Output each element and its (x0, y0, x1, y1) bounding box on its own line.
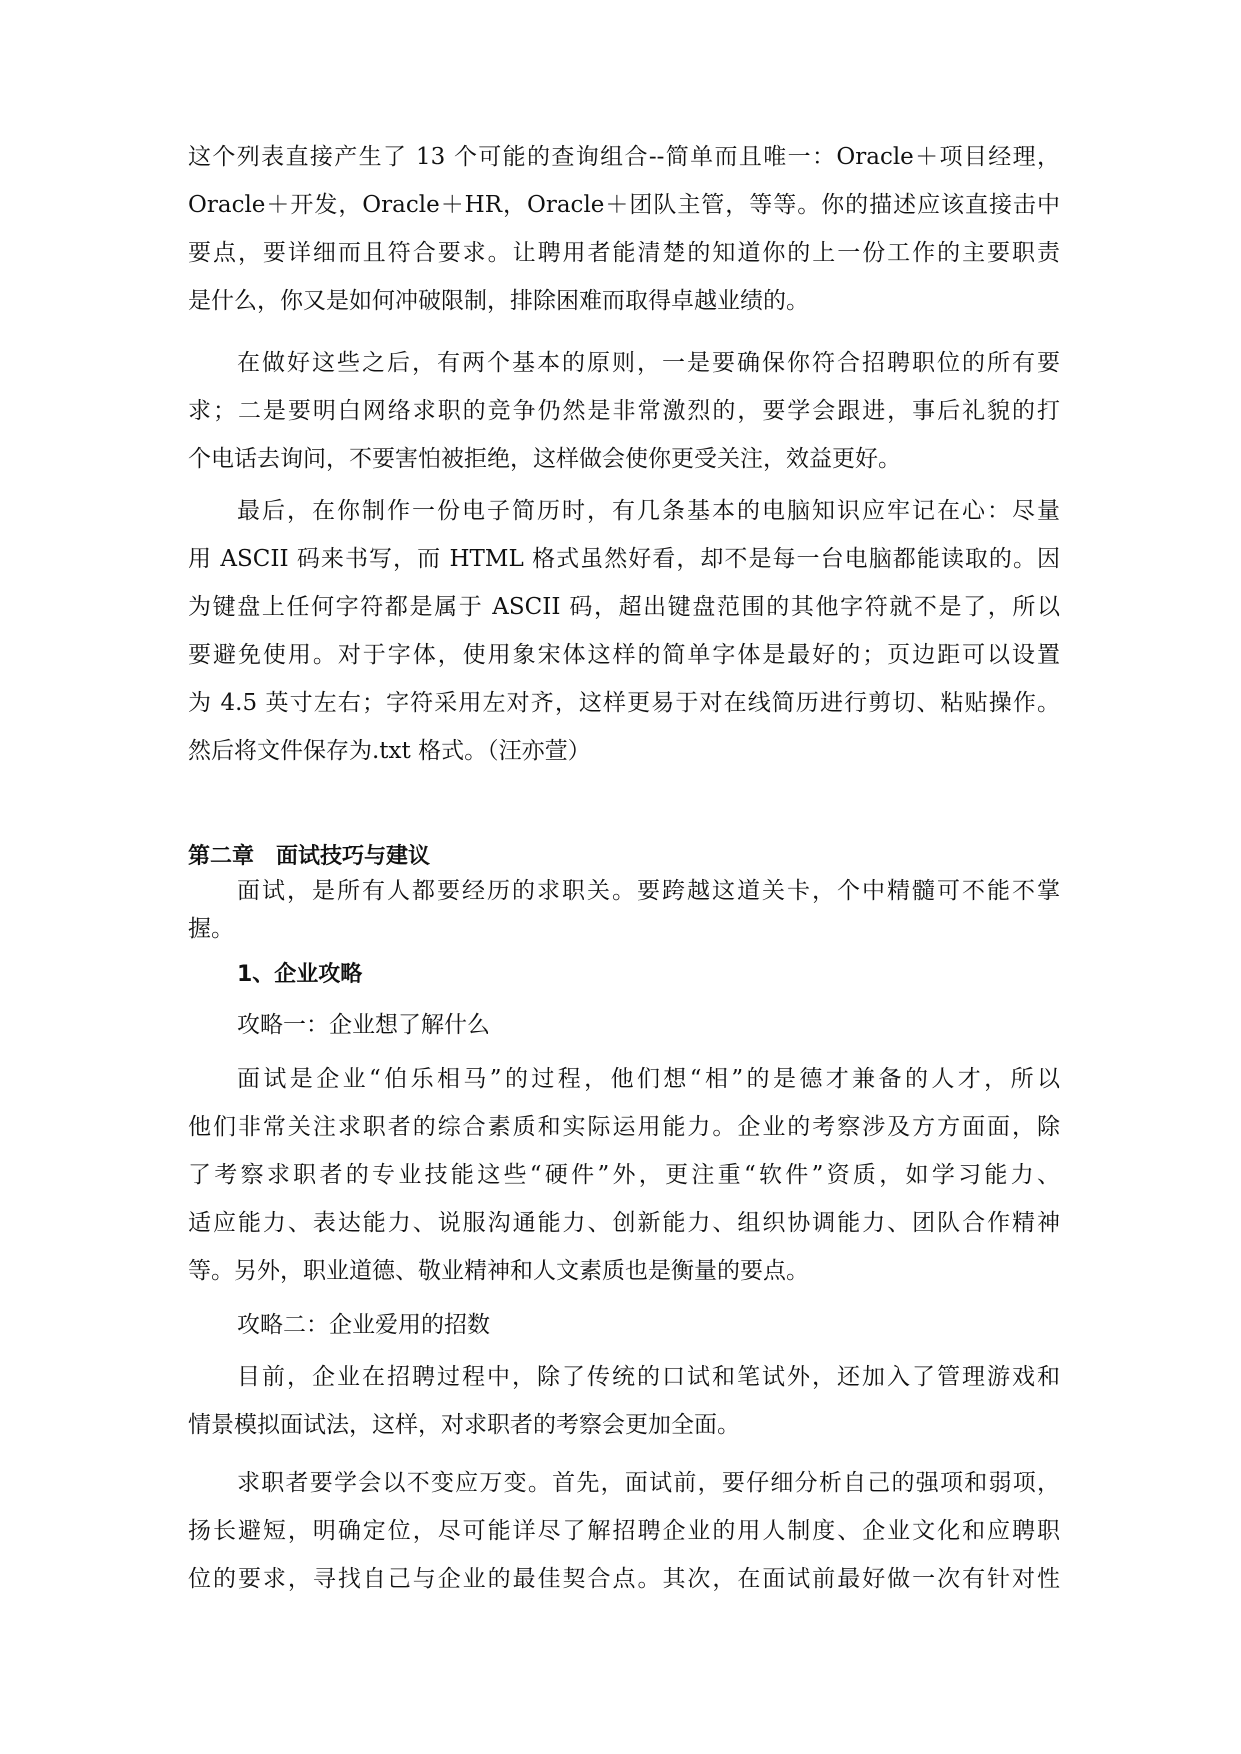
text-line: 这个列表直接产生了 13 个可能的查询组合--简单而且唯一：Oracle＋项目经理， (188, 144, 1060, 170)
text-line: 最后，在你制作一份电子简历时，有几条基本的电脑知识应牢记在心：尽量 (237, 498, 1060, 524)
text-line: 面试，是所有人都要经历的求职关。要跨越这道关卡，个中精髓可不能不掌 (237, 878, 1060, 904)
text-line: 要避免使用。对于字体，使用象宋体这样的简单字体是最好的；页边距可以设置 (188, 642, 1060, 668)
text-line: 位的要求，寻找自己与企业的最佳契合点。其次，在面试前最好做一次有针对性 (188, 1566, 1060, 1592)
text-line: 握。 (188, 916, 234, 942)
text-line: 求；二是要明白网络求职的竞争仍然是非常激烈的，要学会跟进，事后礼貌的打 (188, 398, 1060, 424)
text-line: 了考察求职者的专业技能这些“硬件”外，更注重“软件”资质，如学习能力、 (188, 1162, 1060, 1188)
chapter-heading: 第二章 面试技巧与建议 (188, 844, 431, 869)
text-line: 为 4.5 英寸左右；字符采用左对齐，这样更易于对在线简历进行剪切、粘贴操作。 (188, 690, 1060, 716)
text-line: 情景模拟面试法，这样，对求职者的考察会更加全面。 (188, 1412, 740, 1438)
text-line: 求职者要学会以不变应万变。首先，面试前，要仔细分析自己的强项和弱项， (237, 1470, 1060, 1496)
text-line: 用 ASCII 码来书写，而 HTML 格式虽然好看，却不是每一台电脑都能读取的。因 (188, 546, 1060, 572)
strategy-1-title: 攻略一：企业想了解什么 (237, 1012, 490, 1038)
text-line: 等。另外，职业道德、敬业精神和人文素质也是衡量的要点。 (188, 1258, 809, 1284)
text-line: 目前，企业在招聘过程中，除了传统的口试和笔试外，还加入了管理游戏和 (237, 1364, 1060, 1390)
text-line: 他们非常关注求职者的综合素质和实际运用能力。企业的考察涉及方方面面，除 (188, 1114, 1060, 1140)
text-line: 在做好这些之后，有两个基本的原则，一是要确保你符合招聘职位的所有要 (237, 350, 1060, 376)
text-line: 个电话去询问，不要害怕被拒绝，这样做会使你更受关注，效益更好。 (188, 446, 901, 472)
text-line: Oracle＋开发，Oracle＋HR，Oracle＋团队主管，等等。你的描述应该直接击中 (188, 192, 1060, 218)
text-line: 然后将文件保存为.txt 格式。（汪亦萱） (188, 738, 591, 764)
strategy-2-title: 攻略二：企业爱用的招数 (237, 1312, 490, 1338)
text-line: 是什么，你又是如何冲破限制，排除困难而取得卓越业绩的。 (188, 288, 809, 314)
text-line: 扬长避短，明确定位，尽可能详尽了解招聘企业的用人制度、企业文化和应聘职 (188, 1518, 1060, 1544)
section-heading: 1、企业攻略 (237, 962, 363, 987)
text-line: 适应能力、表达能力、说服沟通能力、创新能力、组织协调能力、团队合作精神 (188, 1210, 1060, 1236)
text-line: 面试是企业“伯乐相马”的过程，他们想“相”的是德才兼备的人才，所以 (237, 1066, 1060, 1092)
text-line: 为键盘上任何字符都是属于 ASCII 码，超出键盘范围的其他字符就不是了，所以 (188, 594, 1060, 620)
text-line: 要点，要详细而且符合要求。让聘用者能清楚的知道你的上一份工作的主要职责 (188, 240, 1060, 266)
